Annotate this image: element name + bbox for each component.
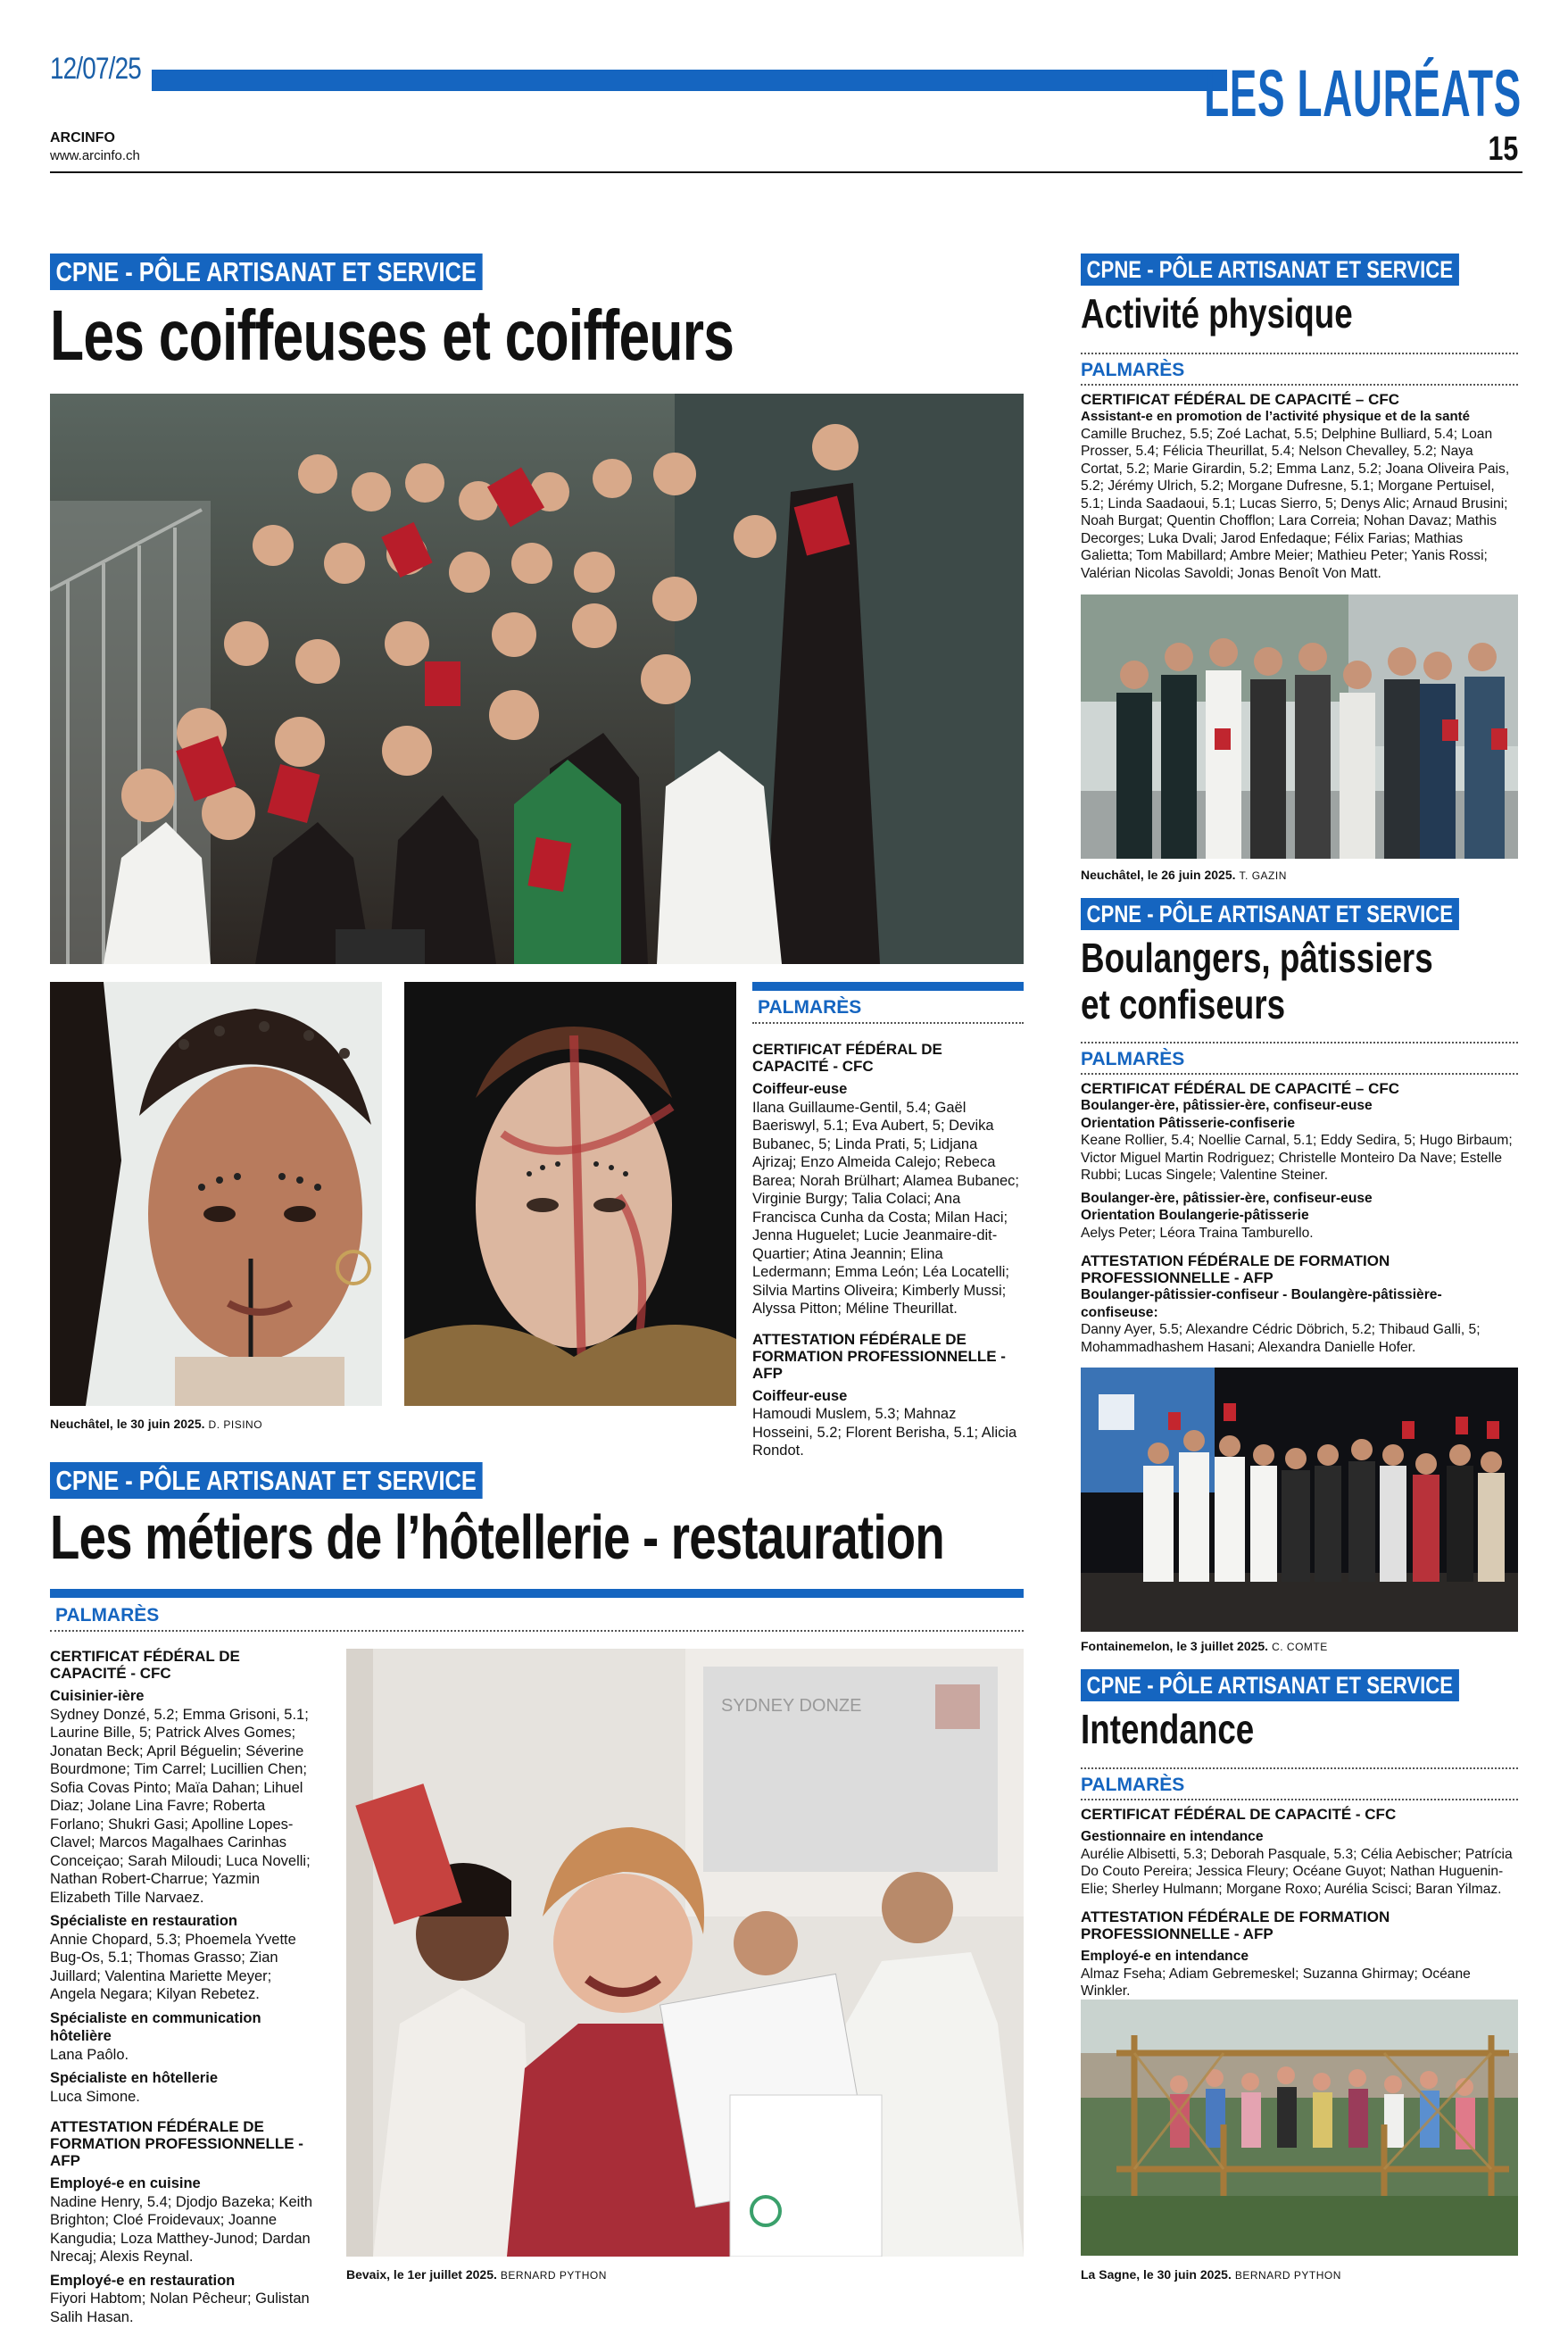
website-link[interactable]: www.arcinfo.ch	[50, 148, 140, 163]
hotellerie-photo-credit: BERNARD PYTHON	[500, 2269, 607, 2282]
intendance-sub-1: Gestionnaire en intendance	[1081, 1829, 1264, 1844]
hotellerie-names-5: Nadine Henry, 5.4; Djodjo Bazeka; Keith Brighton; Cloé Froidevaux; Joanne Kangudia; Loza Matthey-Junod; Dardan Nrecaj; Alexis Reynal.	[50, 2193, 313, 2265]
boulangers-afp-heading: ATTESTATION FÉDÉRALE DE FORMATION PROFESSIONNELLE - AFP	[1081, 1252, 1390, 1286]
coiffeurs-caption	[50, 1417, 262, 1431]
coiffeurs-palmares-label: PALMARÈS	[758, 997, 862, 1018]
activite-divider	[1081, 353, 1518, 354]
activite-palmares	[1081, 386, 1518, 582]
hotellerie-title: Les métiers de l’hôtellerie - restauration	[50, 1502, 944, 1572]
hotellerie-palmares	[50, 1642, 318, 2326]
hotellerie-sub-3: Spécialiste en communication hôtelière	[50, 2009, 261, 2044]
intendance-afp-heading: ATTESTATION FÉDÉRALE DE FORMATION PROFESSIONNELLE - AFP	[1081, 1908, 1390, 1942]
intendance-divider	[1081, 1767, 1518, 1769]
header-rule	[50, 171, 1522, 173]
boulangers-names-3: Danny Ayer, 5.5; Alexandre Cédric Döbrich, 5.2; Thibaud Galli, 5; Mohammadhashem Hasani; Alexandra Danielle Hofer.	[1081, 1322, 1481, 1355]
hotellerie-divider	[50, 1630, 1024, 1632]
intendance-palmares	[1081, 1800, 1518, 2000]
hotellerie-sub-1: Cuisinier-ière	[50, 1688, 145, 1704]
hotellerie-sub-5: Employé-e en cuisine	[50, 2175, 201, 2191]
coiffeurs-title: Les coiffeuses et coiffeurs	[50, 295, 734, 375]
intendance-names-1: Aurélie Albisetti, 5.3; Deborah Pasquale, 5.3; Célia Aebischer; Patrícia Do Couto Pereira; Jessica Fleury; Océane Guyot; Nathan Huguenin-Elie; Sherley Hulmann; Morgane Roxo; Aurélia Scisci; Baran Yilmaz.	[1081, 1846, 1513, 1897]
coiffeurs-palmares	[752, 1035, 1020, 1460]
activite-palmares-label: PALMARÈS	[1081, 360, 1185, 380]
hotellerie-cfc-heading: CERTIFICAT FÉDÉRAL DE CAPACITÉ - CFC	[50, 1648, 240, 1682]
intendance-palmares-label: PALMARÈS	[1081, 1775, 1185, 1795]
boulangers-cfc-heading: CERTIFICAT FÉDÉRAL DE CAPACITÉ – CFC	[1081, 1080, 1400, 1097]
activite-kicker: CPNE - PÔLE ARTISANAT ET SERVICE	[1081, 254, 1459, 286]
hotellerie-names-2: Annie Chopard, 5.3; Phoemela Yvette Bug-Os, 5.1; Thomas Grasso; Zian Juillard; Valentina Mariette Meyer; Angela Negara; Kilyan Rebetez.	[50, 1931, 296, 2002]
intendance-caption	[1081, 2267, 1341, 2282]
coiffeurs-photo-credit: D. PISINO	[208, 1418, 263, 1431]
activite-caption	[1081, 868, 1287, 882]
hotellerie-names-4: Luca Simone.	[50, 2088, 140, 2105]
activite-group-photo	[1081, 594, 1518, 859]
coiffeurs-divider	[752, 1022, 1024, 1024]
boulangers-title-line1: Boulangers, pâtissiers	[1081, 935, 1433, 981]
boulangers-names-1: Keane Rollier, 5.4; Noellie Carnal, 5.1; Eddy Sedira, 5; Hugo Birbaum; Victor Miguel Martin Rodriguez; Christelle Monteiro Da Nave; Estelle Rubbi; Lucas Singele; Valentine Steiner.	[1081, 1133, 1513, 1183]
activite-sub: Assistant-e en promotion de l’activité physique et de la santé	[1081, 409, 1470, 424]
boulangers-sub-3: Boulanger-pâtissier-confiseur - Boulangère-pâtissière-confiseuse:	[1081, 1287, 1442, 1320]
boulangers-caption	[1081, 1639, 1328, 1653]
intendance-photo-credit: BERNARD PYTHON	[1234, 2269, 1341, 2282]
coiffeurs-makeup-photo-1	[50, 982, 382, 1406]
boulangers-palmares-label: PALMARÈS	[1081, 1049, 1185, 1069]
coiffeurs-afp-heading: ATTESTATION FÉDÉRALE DE FORMATION PROFESSIONNELLE - AFP	[752, 1330, 1006, 1382]
slide-name: SYDNEY DONZE	[721, 1696, 862, 1716]
activite-cfc-heading: CERTIFICAT FÉDÉRAL DE CAPACITÉ – CFC	[1081, 391, 1400, 408]
intendance-title: Intendance	[1081, 1706, 1255, 1752]
coiffeurs-cfc-names: Ilana Guillaume-Gentil, 5.4; Gaël Baeriswyl, 5.1; Eva Aubert, 5; Devika Bubanec, 5; Linda Prati, 5; Lidjana Ajrizaj; Enzo Almeida Calejo; Rebeca Barea; Norah Brülhart; Alamea Bubanec; Virginie Burgy; Talia Colaci; Ana Francisca Cunha da Costa; Milan Haci; Jenna Huguelet; Lucie Jeanmaire-dit-Quartier; Atina Jeannin; Elina Ledermann; Emma León; Léa Locatelli; Silvia Martins Oliveira; Kimberly Mussi; Alyssa Pitton; Méline Theurillat.	[752, 1099, 1020, 1317]
hotellerie-kicker: CPNE - PÔLE ARTISANAT ET SERVICE	[50, 1462, 482, 1499]
boulangers-caption-text: Fontainemelon, le 3 juillet 2025.	[1081, 1639, 1269, 1653]
hotellerie-sub-2: Spécialiste en restauration	[50, 1913, 237, 1929]
hotellerie-caption-text: Bevaix, le 1er juillet 2025.	[346, 2267, 497, 2282]
activite-names: Camille Bruchez, 5.5; Zoé Lachat, 5.5; Delphine Bulliard, 5.4; Loan Prosser, 5.4; Félicia Theurillat, 5.4; Nelson Chevalley, 5.2; Naya Cortat, 5.2; Marie Girardin, 5.2; Emma Lanz, 5.2; Joana Oliveira Pais, 5.2; Jérémy Ulrich, 5.2; Morgane Dufresne, 5.1; Morgane Pertuisel, 5.1; Linda Saadaoui, 5.1; Lucas Sierro, 5; Denys Alic; Arnaud Brusini; Noah Burgat; Quentin Chofflon; Lara Correia; Nohan Davaz; Mathis Decorges; Luka Dvali; Jarod Enfedaque; Félix Farias; Mathias Galietta; Tom Mabillard; Ambre Meier; Mathieu Peter; Yanis Rossi; Valérian Nicolas Savoldi; Jonas Benoît Von Matt.	[1081, 426, 1510, 581]
boulangers-photo-credit: C. COMTE	[1272, 1641, 1328, 1653]
intendance-garden-photo	[1081, 2000, 1518, 2256]
coiffeurs-cfc-sub: Coiffeur-euse	[752, 1081, 848, 1097]
hotellerie-names-6: Fiyori Habtom; Nolan Pêcheur; Gulistan Salih Hasan.	[50, 2291, 310, 2325]
coiffeurs-afp-names: Hamoudi Muslem, 5.3; Mahnaz Hosseini, 5.2; Florent Berisha, 5.1; Alicia Rondot.	[752, 1406, 1017, 1459]
coiffeurs-afp-sub: Coiffeur-euse	[752, 1387, 848, 1404]
activite-caption-text: Neuchâtel, le 26 juin 2025.	[1081, 868, 1236, 882]
intendance-names-2: Almaz Fseha; Adiam Gebremeskel; Suzanna Ghirmay; Océane Winkler.	[1081, 1966, 1471, 1999]
hotellerie-names-1: Sydney Donzé, 5.2; Emma Grisoni, 5.1; Laurine Bille, 5; Patrick Alves Gomes; Jonatan Beck; April Béguelin; Séverine Bourdmone; Tim Carrel; Lucillien Chen; Sofia Covas Pinto; Maïa Dahan; Lihuel Diaz; Jolane Lina Favre; Roberta Forlano; Shukri Gasi; Apolline Lopes-Clavel; Marcos Magalhaes Carinhas Conceiçao; Sarah Miloudi; Luca Novelli; Nathan Robert-Charrue; Yazmin Elizabeth Tille Narvaez.	[50, 1706, 311, 1906]
hotellerie-sub-4: Spécialiste en hôtellerie	[50, 2070, 218, 2086]
boulangers-sub-2b: Orientation Boulangerie-pâtisserie	[1081, 1208, 1309, 1223]
boulangers-palmares	[1081, 1075, 1518, 1356]
boulangers-title-line2: et confiseurs	[1081, 981, 1286, 1027]
brand-name: ARCINFO	[50, 130, 115, 146]
hotellerie-palmares-bar	[50, 1589, 1024, 1598]
coiffeurs-caption-text: Neuchâtel, le 30 juin 2025.	[50, 1417, 205, 1431]
boulangers-divider	[1081, 1042, 1518, 1043]
hotellerie-caption	[346, 2267, 607, 2282]
coiffeurs-group-photo	[50, 394, 1024, 964]
intendance-caption-text: La Sagne, le 30 juin 2025.	[1081, 2267, 1232, 2282]
hotellerie-afp-heading: ATTESTATION FÉDÉRALE DE FORMATION PROFESSIONNELLE - AFP	[50, 2118, 303, 2169]
boulangers-sub-1: Boulanger-ère, pâtissier-ère, confiseur-euse	[1081, 1098, 1373, 1113]
coiffeurs-cfc-heading: CERTIFICAT FÉDÉRAL DE CAPACITÉ - CFC	[752, 1041, 942, 1075]
boulangers-sub-2: Boulanger-ère, pâtissier-ère, confiseur-euse	[1081, 1190, 1373, 1206]
coiffeurs-palmares-bar	[752, 982, 1024, 991]
boulangers-sub-1b: Orientation Pâtisserie-confiserie	[1081, 1115, 1296, 1131]
boulangers-names-2: Aelys Peter; Léora Traina Tamburello.	[1081, 1225, 1314, 1241]
coiffeurs-makeup-photo-2	[404, 982, 736, 1406]
coiffeurs-kicker: CPNE - PÔLE ARTISANAT ET SERVICE	[50, 254, 482, 290]
issue-date: 12/07/25	[50, 52, 141, 86]
intendance-sub-2: Employé-e en intendance	[1081, 1949, 1249, 1964]
activite-photo-credit: T. GAZIN	[1239, 869, 1287, 882]
activite-title: Activité physique	[1081, 290, 1353, 337]
hotellerie-palmares-label: PALMARÈS	[55, 1605, 160, 1625]
intendance-cfc-heading: CERTIFICAT FÉDÉRAL DE CAPACITÉ - CFC	[1081, 1806, 1397, 1823]
section-title: LES LAURÉATS	[1204, 56, 1522, 130]
page-number: 15	[1488, 130, 1518, 168]
boulangers-stage-photo	[1081, 1368, 1518, 1632]
header-bar	[152, 70, 1227, 91]
hotellerie-names-3: Lana Paôlo.	[50, 2046, 129, 2063]
boulangers-kicker: CPNE - PÔLE ARTISANAT ET SERVICE	[1081, 898, 1459, 930]
intendance-kicker: CPNE - PÔLE ARTISANAT ET SERVICE	[1081, 1669, 1459, 1701]
hotellerie-sub-6: Employé-e en restauration	[50, 2272, 236, 2289]
hotellerie-ceremony-photo	[346, 1649, 1024, 2257]
